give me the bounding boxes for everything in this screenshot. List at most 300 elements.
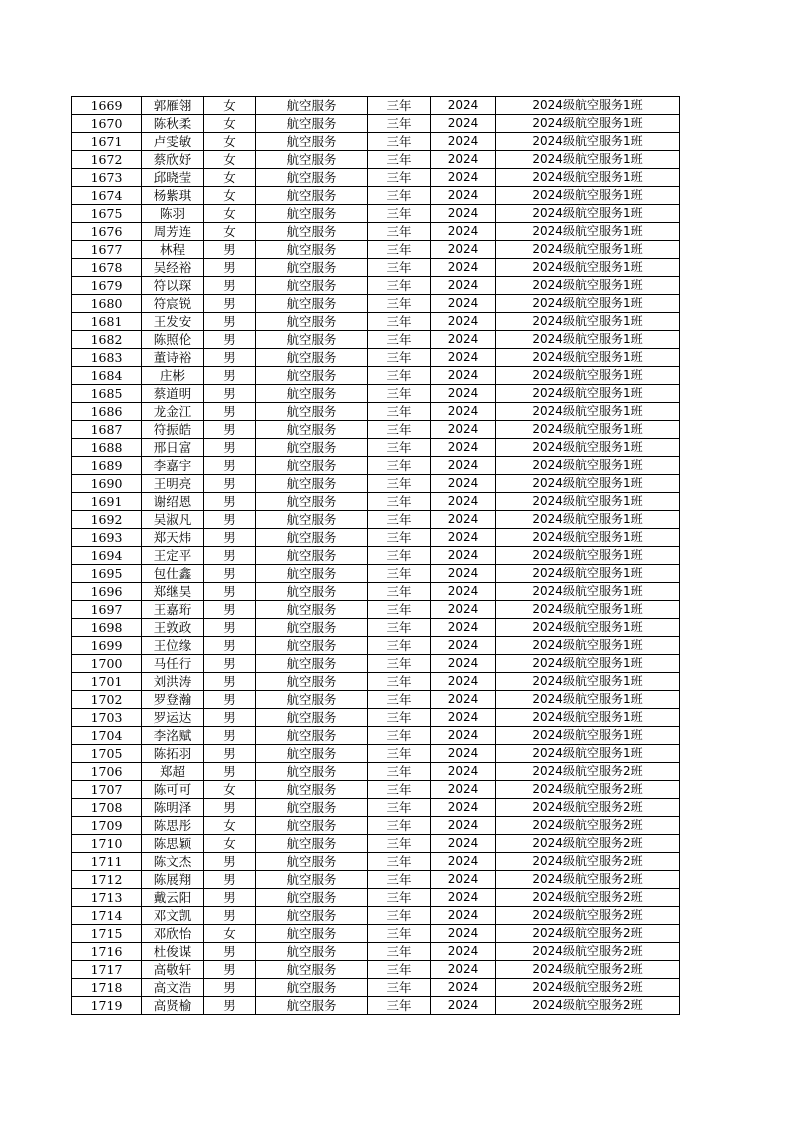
- student-name-cell: 李洺赋: [142, 727, 204, 745]
- grade-year-cell: 2024: [431, 799, 496, 817]
- student-name-cell: 卢雯敏: [142, 133, 204, 151]
- student-name-cell: 陈文杰: [142, 853, 204, 871]
- student-number-cell: 1689: [72, 457, 142, 475]
- major-cell: 航空服务: [256, 745, 368, 763]
- class-name-cell: 2024级航空服务1班: [496, 259, 680, 277]
- grade-year-cell: 2024: [431, 835, 496, 853]
- student-number-cell: 1683: [72, 349, 142, 367]
- student-name-cell: 高敬轩: [142, 961, 204, 979]
- major-cell: 航空服务: [256, 943, 368, 961]
- student-number-cell: 1669: [72, 97, 142, 115]
- table-row: [72, 385, 680, 403]
- grade-year-cell: 2024: [431, 655, 496, 673]
- table-row: [72, 403, 680, 421]
- duration-cell: 三年: [368, 457, 431, 475]
- table-row: [72, 925, 680, 943]
- roster-body: [72, 97, 680, 1015]
- table-row: [72, 295, 680, 313]
- student-number-cell: 1672: [72, 151, 142, 169]
- student-number-cell: 1682: [72, 331, 142, 349]
- table-row: [72, 97, 680, 115]
- major-cell: 航空服务: [256, 457, 368, 475]
- gender-cell: 女: [204, 97, 256, 115]
- grade-year-cell: 2024: [431, 907, 496, 925]
- major-cell: 航空服务: [256, 961, 368, 979]
- table-row: [72, 565, 680, 583]
- student-name-cell: 陈照伦: [142, 331, 204, 349]
- duration-cell: 三年: [368, 115, 431, 133]
- grade-year-cell: 2024: [431, 871, 496, 889]
- grade-year-cell: 2024: [431, 241, 496, 259]
- student-number-cell: 1675: [72, 205, 142, 223]
- class-name-cell: 2024级航空服务2班: [496, 979, 680, 997]
- table-row: [72, 709, 680, 727]
- duration-cell: 三年: [368, 583, 431, 601]
- table-row: [72, 673, 680, 691]
- student-roster-sheet: [71, 96, 679, 1015]
- major-cell: 航空服务: [256, 781, 368, 799]
- class-name-cell: 2024级航空服务1班: [496, 133, 680, 151]
- grade-year-cell: 2024: [431, 115, 496, 133]
- table-row: [72, 133, 680, 151]
- duration-cell: 三年: [368, 403, 431, 421]
- student-name-cell: 林程: [142, 241, 204, 259]
- gender-cell: 男: [204, 997, 256, 1015]
- class-name-cell: 2024级航空服务1班: [496, 367, 680, 385]
- gender-cell: 男: [204, 331, 256, 349]
- major-cell: 航空服务: [256, 853, 368, 871]
- class-name-cell: 2024级航空服务1班: [496, 655, 680, 673]
- student-number-cell: 1708: [72, 799, 142, 817]
- class-name-cell: 2024级航空服务1班: [496, 511, 680, 529]
- duration-cell: 三年: [368, 565, 431, 583]
- gender-cell: 女: [204, 835, 256, 853]
- table-row: [72, 169, 680, 187]
- table-row: [72, 853, 680, 871]
- grade-year-cell: 2024: [431, 601, 496, 619]
- gender-cell: 男: [204, 385, 256, 403]
- class-name-cell: 2024级航空服务2班: [496, 925, 680, 943]
- gender-cell: 女: [204, 169, 256, 187]
- grade-year-cell: 2024: [431, 979, 496, 997]
- major-cell: 航空服务: [256, 691, 368, 709]
- grade-year-cell: 2024: [431, 925, 496, 943]
- major-cell: 航空服务: [256, 673, 368, 691]
- student-name-cell: 高贤榆: [142, 997, 204, 1015]
- duration-cell: 三年: [368, 745, 431, 763]
- student-name-cell: 杨紫琪: [142, 187, 204, 205]
- duration-cell: 三年: [368, 547, 431, 565]
- student-number-cell: 1705: [72, 745, 142, 763]
- gender-cell: 男: [204, 637, 256, 655]
- class-name-cell: 2024级航空服务1班: [496, 637, 680, 655]
- table-row: [72, 475, 680, 493]
- duration-cell: 三年: [368, 835, 431, 853]
- table-row: [72, 601, 680, 619]
- table-row: [72, 835, 680, 853]
- major-cell: 航空服务: [256, 277, 368, 295]
- student-name-cell: 戴云阳: [142, 889, 204, 907]
- grade-year-cell: 2024: [431, 583, 496, 601]
- grade-year-cell: 2024: [431, 457, 496, 475]
- student-number-cell: 1702: [72, 691, 142, 709]
- grade-year-cell: 2024: [431, 943, 496, 961]
- class-name-cell: 2024级航空服务1班: [496, 727, 680, 745]
- major-cell: 航空服务: [256, 763, 368, 781]
- class-name-cell: 2024级航空服务1班: [496, 169, 680, 187]
- student-number-cell: 1690: [72, 475, 142, 493]
- major-cell: 航空服务: [256, 421, 368, 439]
- gender-cell: 男: [204, 709, 256, 727]
- gender-cell: 女: [204, 925, 256, 943]
- duration-cell: 三年: [368, 511, 431, 529]
- student-number-cell: 1680: [72, 295, 142, 313]
- table-row: [72, 331, 680, 349]
- gender-cell: 男: [204, 673, 256, 691]
- student-number-cell: 1695: [72, 565, 142, 583]
- gender-cell: 男: [204, 277, 256, 295]
- duration-cell: 三年: [368, 259, 431, 277]
- table-row: [72, 871, 680, 889]
- major-cell: 航空服务: [256, 907, 368, 925]
- student-number-cell: 1719: [72, 997, 142, 1015]
- student-number-cell: 1678: [72, 259, 142, 277]
- class-name-cell: 2024级航空服务2班: [496, 907, 680, 925]
- student-name-cell: 李嘉宇: [142, 457, 204, 475]
- student-name-cell: 邢日富: [142, 439, 204, 457]
- major-cell: 航空服务: [256, 367, 368, 385]
- major-cell: 航空服务: [256, 655, 368, 673]
- table-row: [72, 637, 680, 655]
- grade-year-cell: 2024: [431, 421, 496, 439]
- grade-year-cell: 2024: [431, 673, 496, 691]
- gender-cell: 男: [204, 403, 256, 421]
- duration-cell: 三年: [368, 151, 431, 169]
- class-name-cell: 2024级航空服务1班: [496, 187, 680, 205]
- gender-cell: 男: [204, 655, 256, 673]
- duration-cell: 三年: [368, 925, 431, 943]
- table-row: [72, 205, 680, 223]
- table-row: [72, 961, 680, 979]
- student-name-cell: 邓欣怡: [142, 925, 204, 943]
- student-name-cell: 邓文凯: [142, 907, 204, 925]
- gender-cell: 男: [204, 943, 256, 961]
- gender-cell: 男: [204, 889, 256, 907]
- student-number-cell: 1717: [72, 961, 142, 979]
- major-cell: 航空服务: [256, 727, 368, 745]
- duration-cell: 三年: [368, 385, 431, 403]
- duration-cell: 三年: [368, 889, 431, 907]
- duration-cell: 三年: [368, 817, 431, 835]
- grade-year-cell: 2024: [431, 727, 496, 745]
- duration-cell: 三年: [368, 619, 431, 637]
- grade-year-cell: 2024: [431, 295, 496, 313]
- table-row: [72, 349, 680, 367]
- student-number-cell: 1692: [72, 511, 142, 529]
- student-name-cell: 庄彬: [142, 367, 204, 385]
- table-row: [72, 439, 680, 457]
- duration-cell: 三年: [368, 349, 431, 367]
- gender-cell: 男: [204, 241, 256, 259]
- major-cell: 航空服务: [256, 565, 368, 583]
- student-name-cell: 郑继昊: [142, 583, 204, 601]
- table-row: [72, 259, 680, 277]
- class-name-cell: 2024级航空服务1班: [496, 97, 680, 115]
- major-cell: 航空服务: [256, 583, 368, 601]
- student-name-cell: 王位缘: [142, 637, 204, 655]
- student-name-cell: 马任行: [142, 655, 204, 673]
- major-cell: 航空服务: [256, 475, 368, 493]
- gender-cell: 男: [204, 421, 256, 439]
- student-number-cell: 1704: [72, 727, 142, 745]
- table-row: [72, 241, 680, 259]
- student-name-cell: 陈思彤: [142, 817, 204, 835]
- student-name-cell: 王明亮: [142, 475, 204, 493]
- grade-year-cell: 2024: [431, 817, 496, 835]
- table-row: [72, 547, 680, 565]
- student-name-cell: 吴经裕: [142, 259, 204, 277]
- major-cell: 航空服务: [256, 403, 368, 421]
- class-name-cell: 2024级航空服务1班: [496, 115, 680, 133]
- student-number-cell: 1711: [72, 853, 142, 871]
- grade-year-cell: 2024: [431, 403, 496, 421]
- duration-cell: 三年: [368, 313, 431, 331]
- student-name-cell: 吴淑凡: [142, 511, 204, 529]
- gender-cell: 男: [204, 799, 256, 817]
- student-name-cell: 郑天炜: [142, 529, 204, 547]
- grade-year-cell: 2024: [431, 961, 496, 979]
- class-name-cell: 2024级航空服务1班: [496, 493, 680, 511]
- student-number-cell: 1716: [72, 943, 142, 961]
- duration-cell: 三年: [368, 601, 431, 619]
- duration-cell: 三年: [368, 241, 431, 259]
- gender-cell: 男: [204, 313, 256, 331]
- student-name-cell: 龙金江: [142, 403, 204, 421]
- duration-cell: 三年: [368, 421, 431, 439]
- table-row: [72, 907, 680, 925]
- table-row: [72, 115, 680, 133]
- gender-cell: 男: [204, 763, 256, 781]
- student-name-cell: 高文浩: [142, 979, 204, 997]
- major-cell: 航空服务: [256, 997, 368, 1015]
- gender-cell: 男: [204, 979, 256, 997]
- duration-cell: 三年: [368, 763, 431, 781]
- major-cell: 航空服务: [256, 817, 368, 835]
- student-name-cell: 陈秋柔: [142, 115, 204, 133]
- gender-cell: 男: [204, 259, 256, 277]
- grade-year-cell: 2024: [431, 637, 496, 655]
- grade-year-cell: 2024: [431, 97, 496, 115]
- major-cell: 航空服务: [256, 529, 368, 547]
- duration-cell: 三年: [368, 223, 431, 241]
- class-name-cell: 2024级航空服务1班: [496, 529, 680, 547]
- student-number-cell: 1709: [72, 817, 142, 835]
- gender-cell: 男: [204, 853, 256, 871]
- grade-year-cell: 2024: [431, 745, 496, 763]
- major-cell: 航空服务: [256, 619, 368, 637]
- gender-cell: 男: [204, 547, 256, 565]
- grade-year-cell: 2024: [431, 367, 496, 385]
- class-name-cell: 2024级航空服务1班: [496, 403, 680, 421]
- duration-cell: 三年: [368, 367, 431, 385]
- grade-year-cell: 2024: [431, 313, 496, 331]
- student-name-cell: 包仕鑫: [142, 565, 204, 583]
- duration-cell: 三年: [368, 997, 431, 1015]
- duration-cell: 三年: [368, 799, 431, 817]
- table-row: [72, 421, 680, 439]
- class-name-cell: 2024级航空服务1班: [496, 349, 680, 367]
- major-cell: 航空服务: [256, 187, 368, 205]
- major-cell: 航空服务: [256, 511, 368, 529]
- major-cell: 航空服务: [256, 601, 368, 619]
- class-name-cell: 2024级航空服务2班: [496, 943, 680, 961]
- student-name-cell: 符振皓: [142, 421, 204, 439]
- duration-cell: 三年: [368, 853, 431, 871]
- class-name-cell: 2024级航空服务1班: [496, 385, 680, 403]
- class-name-cell: 2024级航空服务1班: [496, 421, 680, 439]
- gender-cell: 男: [204, 565, 256, 583]
- table-row: [72, 493, 680, 511]
- student-name-cell: 蔡欣妤: [142, 151, 204, 169]
- class-name-cell: 2024级航空服务1班: [496, 223, 680, 241]
- gender-cell: 男: [204, 961, 256, 979]
- student-name-cell: 蔡道明: [142, 385, 204, 403]
- duration-cell: 三年: [368, 97, 431, 115]
- student-number-cell: 1685: [72, 385, 142, 403]
- gender-cell: 女: [204, 151, 256, 169]
- major-cell: 航空服务: [256, 241, 368, 259]
- major-cell: 航空服务: [256, 799, 368, 817]
- student-name-cell: 陈羽: [142, 205, 204, 223]
- grade-year-cell: 2024: [431, 277, 496, 295]
- grade-year-cell: 2024: [431, 511, 496, 529]
- major-cell: 航空服务: [256, 547, 368, 565]
- gender-cell: 男: [204, 457, 256, 475]
- grade-year-cell: 2024: [431, 493, 496, 511]
- student-number-cell: 1676: [72, 223, 142, 241]
- gender-cell: 男: [204, 529, 256, 547]
- student-number-cell: 1718: [72, 979, 142, 997]
- class-name-cell: 2024级航空服务1班: [496, 439, 680, 457]
- student-name-cell: 杜俊谋: [142, 943, 204, 961]
- student-name-cell: 郑超: [142, 763, 204, 781]
- grade-year-cell: 2024: [431, 223, 496, 241]
- class-name-cell: 2024级航空服务1班: [496, 241, 680, 259]
- grade-year-cell: 2024: [431, 889, 496, 907]
- grade-year-cell: 2024: [431, 385, 496, 403]
- gender-cell: 女: [204, 187, 256, 205]
- class-name-cell: 2024级航空服务2班: [496, 763, 680, 781]
- student-number-cell: 1691: [72, 493, 142, 511]
- major-cell: 航空服务: [256, 313, 368, 331]
- student-number-cell: 1706: [72, 763, 142, 781]
- student-number-cell: 1681: [72, 313, 142, 331]
- class-name-cell: 2024级航空服务1班: [496, 475, 680, 493]
- grade-year-cell: 2024: [431, 853, 496, 871]
- student-name-cell: 郭雁翎: [142, 97, 204, 115]
- major-cell: 航空服务: [256, 97, 368, 115]
- gender-cell: 男: [204, 619, 256, 637]
- gender-cell: 男: [204, 295, 256, 313]
- grade-year-cell: 2024: [431, 763, 496, 781]
- gender-cell: 男: [204, 727, 256, 745]
- major-cell: 航空服务: [256, 151, 368, 169]
- class-name-cell: 2024级航空服务2班: [496, 781, 680, 799]
- grade-year-cell: 2024: [431, 259, 496, 277]
- student-number-cell: 1694: [72, 547, 142, 565]
- class-name-cell: 2024级航空服务1班: [496, 673, 680, 691]
- grade-year-cell: 2024: [431, 349, 496, 367]
- major-cell: 航空服务: [256, 439, 368, 457]
- student-name-cell: 罗运达: [142, 709, 204, 727]
- student-number-cell: 1713: [72, 889, 142, 907]
- table-row: [72, 313, 680, 331]
- table-row: [72, 997, 680, 1015]
- student-name-cell: 王发安: [142, 313, 204, 331]
- grade-year-cell: 2024: [431, 187, 496, 205]
- student-number-cell: 1674: [72, 187, 142, 205]
- student-number-cell: 1699: [72, 637, 142, 655]
- duration-cell: 三年: [368, 691, 431, 709]
- gender-cell: 男: [204, 511, 256, 529]
- gender-cell: 男: [204, 493, 256, 511]
- grade-year-cell: 2024: [431, 133, 496, 151]
- student-name-cell: 陈拓羽: [142, 745, 204, 763]
- grade-year-cell: 2024: [431, 205, 496, 223]
- gender-cell: 男: [204, 871, 256, 889]
- student-number-cell: 1710: [72, 835, 142, 853]
- class-name-cell: 2024级航空服务1班: [496, 601, 680, 619]
- gender-cell: 女: [204, 817, 256, 835]
- student-name-cell: 陈可可: [142, 781, 204, 799]
- table-row: [72, 223, 680, 241]
- student-number-cell: 1698: [72, 619, 142, 637]
- student-name-cell: 王嘉珩: [142, 601, 204, 619]
- student-number-cell: 1703: [72, 709, 142, 727]
- student-number-cell: 1696: [72, 583, 142, 601]
- class-name-cell: 2024级航空服务1班: [496, 745, 680, 763]
- grade-year-cell: 2024: [431, 169, 496, 187]
- student-name-cell: 王敦政: [142, 619, 204, 637]
- student-name-cell: 周芳连: [142, 223, 204, 241]
- gender-cell: 男: [204, 349, 256, 367]
- major-cell: 航空服务: [256, 979, 368, 997]
- table-row: [72, 799, 680, 817]
- class-name-cell: 2024级航空服务1班: [496, 547, 680, 565]
- gender-cell: 男: [204, 691, 256, 709]
- student-name-cell: 陈明泽: [142, 799, 204, 817]
- student-name-cell: 陈展翔: [142, 871, 204, 889]
- class-name-cell: 2024级航空服务1班: [496, 691, 680, 709]
- student-number-cell: 1671: [72, 133, 142, 151]
- duration-cell: 三年: [368, 907, 431, 925]
- class-name-cell: 2024级航空服务1班: [496, 457, 680, 475]
- student-number-cell: 1700: [72, 655, 142, 673]
- gender-cell: 女: [204, 205, 256, 223]
- table-row: [72, 583, 680, 601]
- class-name-cell: 2024级航空服务1班: [496, 619, 680, 637]
- class-name-cell: 2024级航空服务1班: [496, 331, 680, 349]
- student-name-cell: 罗登瀚: [142, 691, 204, 709]
- class-name-cell: 2024级航空服务1班: [496, 295, 680, 313]
- class-name-cell: 2024级航空服务2班: [496, 889, 680, 907]
- duration-cell: 三年: [368, 475, 431, 493]
- duration-cell: 三年: [368, 187, 431, 205]
- duration-cell: 三年: [368, 961, 431, 979]
- duration-cell: 三年: [368, 331, 431, 349]
- grade-year-cell: 2024: [431, 691, 496, 709]
- major-cell: 航空服务: [256, 925, 368, 943]
